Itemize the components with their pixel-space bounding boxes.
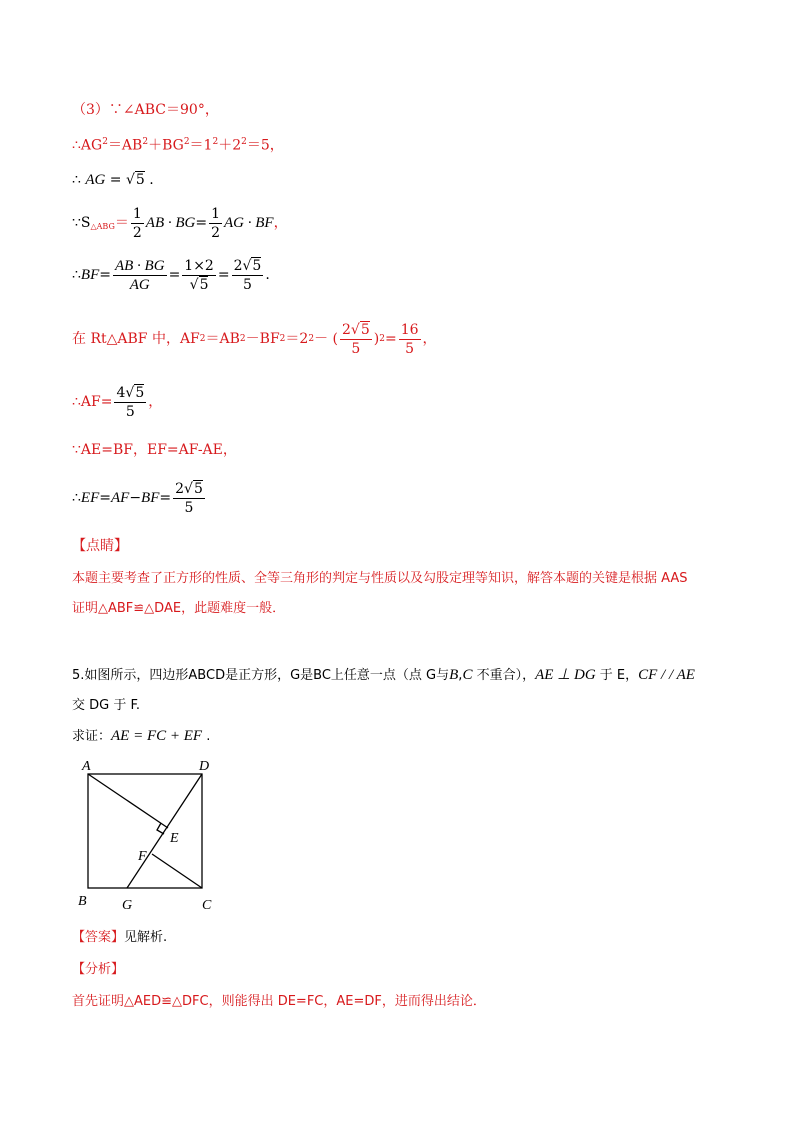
solution-step-3: ∴ AG = √5 . bbox=[72, 172, 154, 188]
analysis-text: 首先证明△AED≌△DFC，则能得出 DE=FC，AE=DF，进而得出结论． bbox=[72, 994, 486, 1009]
solution-step-9: ∴ EF = AF − BF = $\frac{2√5}{5}$ bbox=[72, 480, 203, 516]
solution-step-4: ∵S △ABG ＝ $\frac{1}{2}$ AB · BG = $\frac{1}{2}$ AG · BF ， bbox=[72, 205, 288, 241]
label-g: G bbox=[122, 898, 133, 913]
solution-step-7: ∴AF= $\frac{4√5}{5}$ ， bbox=[72, 384, 163, 420]
label-d: D bbox=[199, 759, 210, 774]
label-f: F bbox=[138, 849, 147, 864]
problem-5: 5.如图所示，四边形ABCD是正方形，G是BC上任意一点（点 G与B,C 不重合），AE ⊥ DG 于 E，CF / / AE 交 DG 于 F. 求证：AE = FC + EF . bbox=[72, 667, 695, 744]
analysis-heading: 【分析】 bbox=[72, 962, 125, 977]
dianjing-text: 本题主要考查了正方形的性质、全等三角形的判定与性质以及勾股定理等知识，解答本题的关键是根据 AAS 证明△ABF≌△DAE，此题难度一般． bbox=[72, 571, 688, 616]
segment-dg bbox=[127, 774, 202, 888]
label-b: B bbox=[78, 894, 87, 909]
segment-cf bbox=[152, 854, 202, 888]
solution-step-5: ∴ BF = $\frac{AB \cdot BG}{AG}$ = $\frac{1\times 2}{√5}$ = $\frac{2√5}{5}$ . bbox=[72, 257, 270, 293]
solution-step-1: （3）∵∠ABC＝90°， bbox=[72, 102, 219, 118]
label-e: E bbox=[170, 831, 179, 846]
dianjing-heading: 【点睛】 bbox=[72, 538, 128, 554]
solution-step-2: $\therefore AG^2=AB^2+BG^2=1^2+2^2=5$， bbox=[72, 137, 284, 154]
square-abcd bbox=[88, 774, 202, 888]
answer: 【答案】见解析. bbox=[72, 930, 168, 945]
geometry-figure bbox=[72, 752, 222, 917]
segment-ae bbox=[88, 774, 168, 828]
solution-step-8: ∵AE=BF，EF=AF-AE， bbox=[72, 442, 237, 458]
label-c: C bbox=[202, 898, 212, 913]
solution-step-6: 在 Rt△ABF 中，AF 2 ＝AB 2 －BF 2 ＝2 2 － ( $\frac{2√5}{5}$ ) 2 = $\frac{16}{5}$ ， bbox=[72, 321, 437, 357]
label-a: A bbox=[82, 759, 91, 774]
